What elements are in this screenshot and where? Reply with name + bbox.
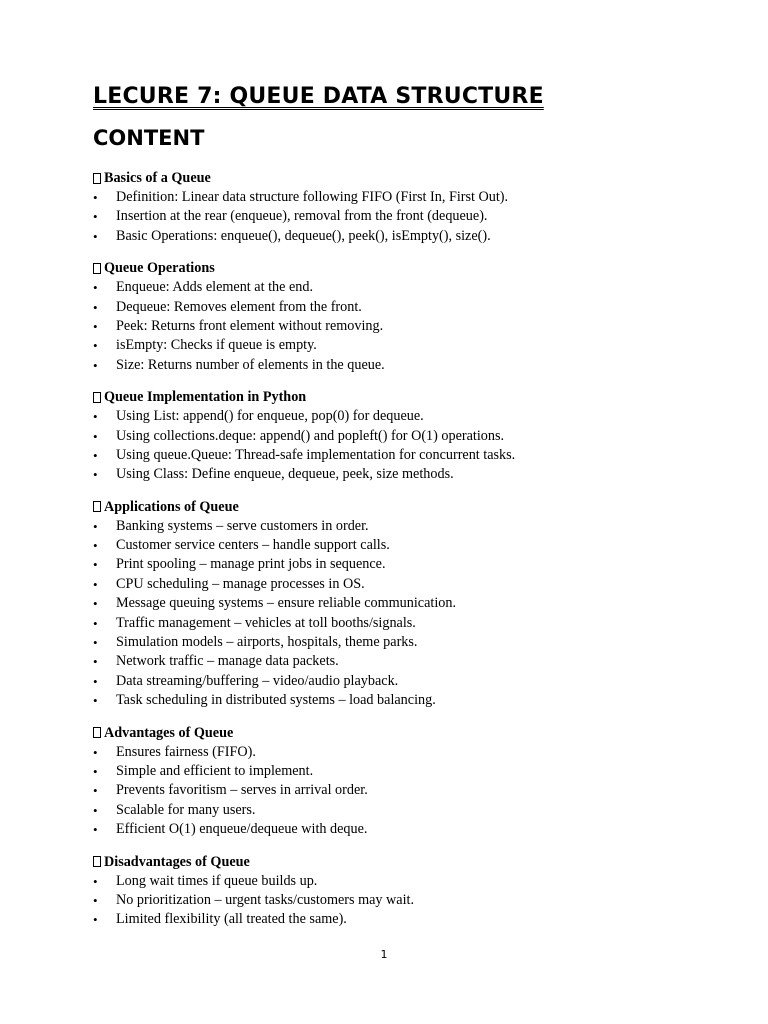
list-item-text: isEmpty: Checks if queue is empty. (116, 337, 317, 354)
bullet-icon: • (93, 615, 98, 631)
section-heading (93, 168, 693, 188)
bullet-icon: • (93, 596, 98, 612)
bullet-icon: • (93, 299, 98, 315)
section (93, 852, 693, 930)
bullet-icon: • (93, 428, 98, 444)
bullet-icon: • (93, 673, 98, 689)
bullet-icon: • (93, 518, 98, 534)
section (93, 723, 693, 840)
list-item (93, 743, 693, 762)
list-item-text: Using List: append() for enqueue, pop(0) for dequeue. (116, 408, 424, 425)
list-item (93, 691, 693, 710)
bullet-icon: • (93, 357, 98, 373)
list-item (93, 278, 693, 297)
list-item (93, 427, 693, 446)
list-item-text: Using Class: Define enqueue, dequeue, peek, size methods. (116, 466, 454, 483)
bullet-icon: • (93, 409, 98, 425)
list-item (93, 820, 693, 839)
bullet-icon: • (93, 763, 98, 779)
list-item-text: Enqueue: Adds element at the end. (116, 279, 313, 296)
section-heading-text: Disadvantages of Queue (104, 853, 250, 870)
list-item (93, 652, 693, 671)
missing-glyph-box-icon (93, 501, 101, 512)
bullet-icon: • (93, 635, 98, 651)
section (93, 168, 693, 246)
list-item (93, 781, 693, 800)
list-item (93, 188, 693, 207)
list-item (93, 575, 693, 594)
list-item-text: CPU scheduling – manage processes in OS. (116, 575, 365, 592)
list-item (93, 555, 693, 574)
list-item-text: Print spooling – manage print jobs in sequence. (116, 556, 386, 573)
list-item (93, 633, 693, 652)
list-item-text: No prioritization – urgent tasks/customers may wait. (116, 891, 415, 908)
list-item-text: Simple and efficient to implement. (116, 762, 314, 779)
page-subtitle: CONTENT (93, 126, 205, 150)
list-item (93, 227, 693, 246)
bullet-icon: • (93, 447, 98, 463)
list-item-text: Banking systems – serve customers in order. (116, 517, 369, 534)
bullet-icon: • (93, 318, 98, 334)
section-heading-text: Queue Implementation in Python (104, 389, 307, 406)
section (93, 387, 693, 485)
list-item (93, 336, 693, 355)
section-heading (93, 852, 693, 872)
list-item (93, 356, 693, 375)
section-heading (93, 723, 693, 743)
bullet-icon: • (93, 873, 98, 889)
bullet-icon: • (93, 190, 98, 205)
section (93, 258, 693, 375)
missing-glyph-box-icon (93, 263, 101, 274)
bullet-icon: • (93, 576, 98, 592)
bullet-list (93, 872, 693, 930)
bullet-icon: • (93, 654, 98, 670)
section-heading (93, 497, 693, 517)
bullet-list (93, 407, 693, 485)
bullet-icon: • (93, 338, 98, 354)
list-item (93, 407, 693, 426)
section-heading-text: Advantages of Queue (104, 724, 234, 741)
list-item-text: Definition: Linear data structure following FIFO (First In, First Out). (116, 189, 509, 205)
bullet-icon: • (93, 783, 98, 799)
list-item-text: Prevents favoritism – serves in arrival order. (116, 782, 368, 799)
list-item-text: Customer service centers – handle support calls. (116, 537, 390, 554)
list-item (93, 872, 693, 891)
missing-glyph-box-icon (93, 392, 101, 403)
missing-glyph-box-icon (93, 727, 101, 738)
list-item-text: Basic Operations: enqueue(), dequeue(), peek(), isEmpty(), size(). (116, 227, 491, 244)
bullet-icon: • (93, 228, 98, 244)
bullet-icon: • (93, 912, 98, 928)
list-item (93, 801, 693, 820)
section-heading (93, 387, 693, 407)
bullet-list (93, 188, 693, 246)
list-item (93, 446, 693, 465)
bullet-list (93, 278, 693, 375)
content-body (93, 168, 693, 942)
list-item-text: Long wait times if queue builds up. (116, 872, 318, 889)
list-item-text: Scalable for many users. (116, 801, 256, 818)
list-item-text: Network traffic – manage data packets. (116, 653, 339, 670)
bullet-icon: • (93, 744, 98, 760)
list-item (93, 317, 693, 336)
list-item (93, 614, 693, 633)
list-item-text: Dequeue: Removes element from the front. (116, 298, 362, 315)
list-item-text: Traffic management – vehicles at toll booths/signals. (116, 614, 416, 631)
bullet-icon: • (93, 802, 98, 818)
list-item-text: Peek: Returns front element without removing. (116, 317, 384, 334)
list-item-text: Data streaming/buffering – video/audio playback. (116, 672, 399, 689)
list-item (93, 465, 693, 484)
page-number: 1 (380, 948, 388, 961)
list-item-text: Message queuing systems – ensure reliable communication. (116, 595, 457, 612)
section-heading-text: Basics of a Queue (104, 170, 211, 186)
list-item-text: Simulation models – airports, hospitals, theme parks. (116, 634, 418, 651)
list-item (93, 910, 693, 929)
missing-glyph-box-icon (93, 173, 101, 184)
list-item-text: Using collections.deque: append() and popleft() for O(1) operations. (116, 427, 505, 444)
bullet-icon: • (93, 693, 98, 709)
bullet-list (93, 743, 693, 840)
bullet-icon: • (93, 280, 98, 296)
missing-glyph-box-icon (93, 856, 101, 867)
bullet-icon: • (93, 892, 98, 908)
list-item (93, 298, 693, 317)
bullet-icon: • (93, 557, 98, 573)
list-item-text: Ensures fairness (FIFO). (116, 743, 256, 760)
list-item (93, 891, 693, 910)
list-item (93, 594, 693, 613)
list-item (93, 207, 693, 226)
section-heading-text: Queue Operations (104, 260, 215, 277)
list-item-text: Task scheduling in distributed systems – load balancing. (116, 692, 436, 709)
list-item (93, 536, 693, 555)
bullet-icon: • (93, 538, 98, 554)
page-title: LECURE 7: QUEUE DATA STRUCTURE (93, 84, 544, 109)
bullet-icon: • (93, 209, 98, 225)
section (93, 497, 693, 711)
list-item-text: Insertion at the rear (enqueue), removal from the front (dequeue). (116, 208, 488, 225)
bullet-icon: • (93, 467, 98, 483)
list-item (93, 672, 693, 691)
section-heading (93, 258, 693, 278)
bullet-list (93, 517, 693, 711)
list-item (93, 762, 693, 781)
list-item-text: Using queue.Queue: Thread-safe implementation for concurrent tasks. (116, 446, 516, 463)
list-item-text: Size: Returns number of elements in the queue. (116, 356, 385, 373)
list-item (93, 517, 693, 536)
list-item-text: Efficient O(1) enqueue/dequeue with deque. (116, 821, 368, 838)
bullet-icon: • (93, 822, 98, 838)
section-heading-text: Applications of Queue (104, 498, 239, 515)
list-item-text: Limited flexibility (all treated the same). (116, 911, 347, 928)
